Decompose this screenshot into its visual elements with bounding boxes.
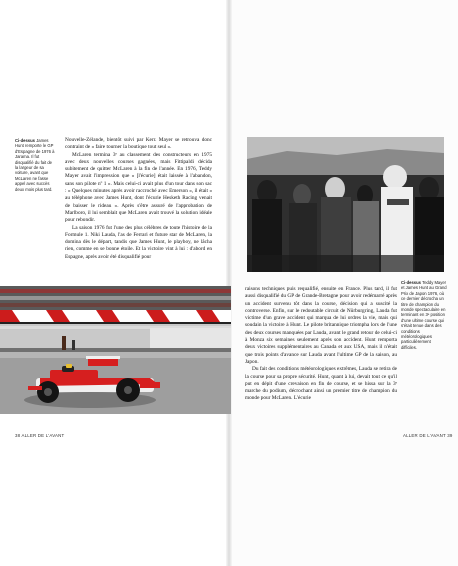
book-gutter bbox=[226, 0, 232, 566]
paddock-photo bbox=[247, 137, 444, 272]
caption-lead: Ci-dessus bbox=[401, 280, 422, 285]
caption-text: Teddy Mayer et James Hunt au Grand Prix de Japon 1976, où ce dernier décrocha un titre de champion du monde spectaculaire en terminant en 3ᵉ position d'une ultime course qui s'était tenue dans des conditions météorologiques particulièrement difficiles. bbox=[401, 280, 447, 350]
left-body-text bbox=[65, 137, 212, 261]
right-body-text bbox=[245, 286, 397, 403]
race-car-photo bbox=[0, 286, 231, 414]
left-page-folio: 38 ALLER DE L'AVANT bbox=[15, 433, 65, 438]
body-paragraph: La saison 1976 fut l'une des plus célèbres de toute l'histoire de la Formule 1. Niki Lauda, l'as de Ferrari et future star de McLaren, la domina dès le départ, tandis que James Hunt, le playboy, ne lâcha rien, comme en se bonne étoile. Et la victoire vint à lui : d'abord en Espagne, après avoir été disqualifié pour bbox=[65, 224, 212, 260]
right-page-folio: ALLER DE L'AVANT 39 bbox=[403, 433, 453, 438]
body-paragraph: Nouvelle-Zélande, bientôt suivi par Kerr. Mayer se retrouva donc contraint de « faire tourner la boutique tout seul ». bbox=[65, 137, 212, 151]
body-paragraph: Du fait des conditions météorologiques extrêmes, Lauda se retira de la course pour sa propre sécurité. Hunt, quant à lui, devait tout ce qu'il put en dépit d'une crevaison en fin de course, et se hissa sur la 3ᵉ marche du podium, décrochant ainsi un premier titre de champion du monde pour McLaren. L'écurie bbox=[245, 366, 397, 402]
left-photo-caption bbox=[15, 138, 55, 192]
right-photo-caption bbox=[401, 280, 447, 350]
caption-text: James Hunt remporte le GP d'Espagne de 1976 à Jarama. Il fut disqualifié du fait de la largeur de sa voiture, avant que McLaren ne fasse appel avec succès deux mois plus tard. bbox=[15, 138, 55, 192]
caption-lead: Ci-dessus bbox=[15, 138, 36, 143]
body-paragraph: McLaren termina 3ᵉ au classement des constructeurs en 1975 avec deux nouvelles courses gagnées, mais Fittipaldi décida subitement de quitter McLaren à la fin de l'année. En 1976, Teddy Mayer avait l'impression que « [l'écurie] était laissée à l'abandon, sans son pilote nº 1 ». Mais celui-ci avait plus d'un tour dans son sac : « Quelques minutes après avoir raccroché avec Emerson », il était « au téléphone avec James Hunt, dont l'écurie Hesketh Racing venait de baisser le rideau ». Après s'être assuré de l'approbation de Marlboro, il lui semblait que McLaren avait trouvé la solution idéale pour rebondir. bbox=[65, 151, 212, 224]
body-paragraph: raisons techniques puis requalifié, ensuite en France. Plus tard, il fut aussi disqualifié du GP de Grande-Bretagne pour avoir redémarré après un accident survenu tôt dans la course, décision qui a suscité la controverse. Enfin, sur le redoutable circuit de Nürburgring, Lauda fut victime d'un grave accident qui marqua de lui ordres la vie, mais qui soudain la victoire à Hunt. Le pilote britannique triompha lors de l'une des deux courses manquées par Lauda, avant le grand retour de celui-ci à Monza six semaines seulement après son accident. Hunt remporta deux victoires supplémentaires au Canada et aux USA, mais il n'était que trois points d'avance sur Lauda avant l'ultime GP de la saison, au Japon. bbox=[245, 286, 397, 365]
